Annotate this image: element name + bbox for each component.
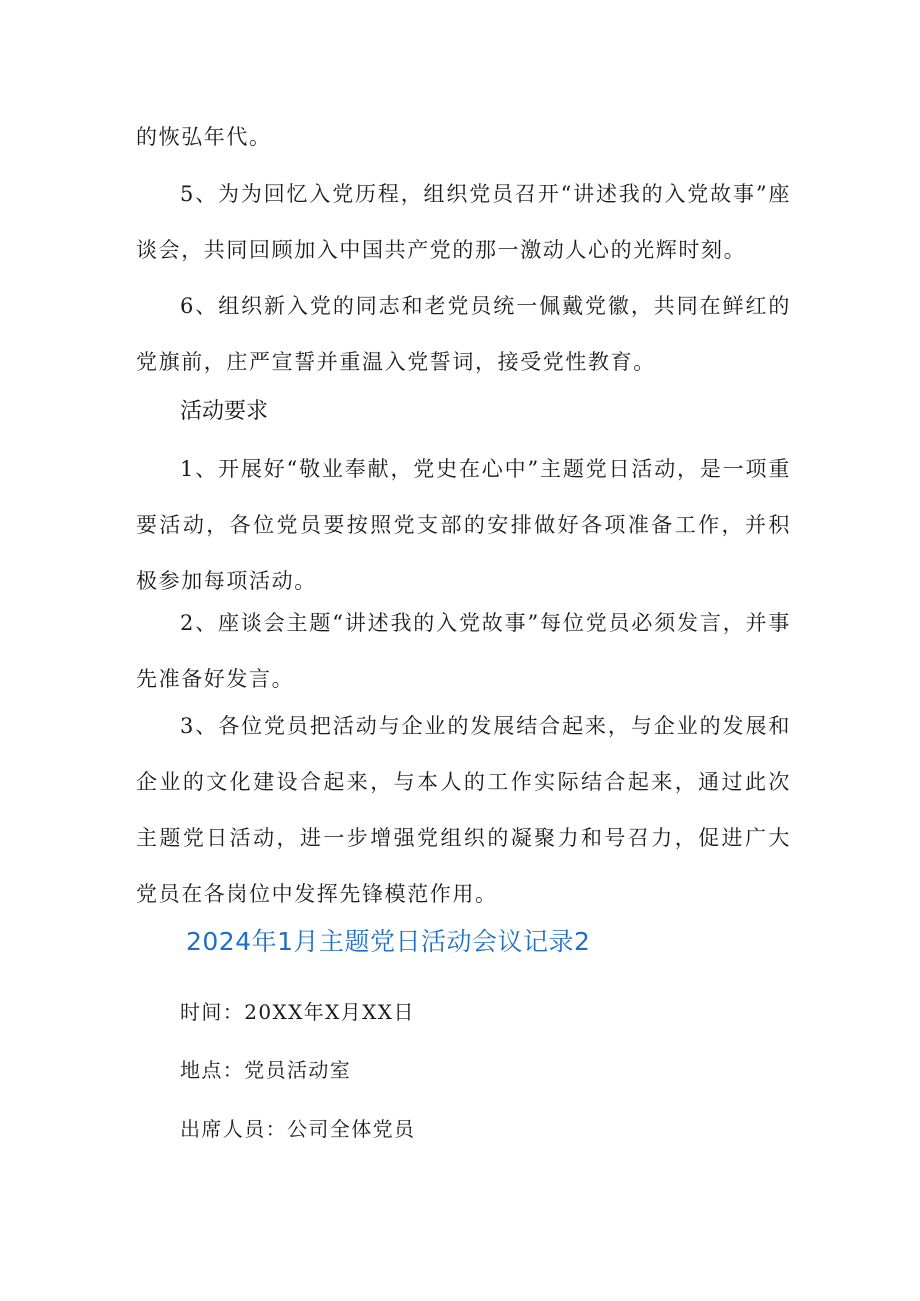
requirement-item-3: 3、各位党员把活动与企业的发展结合起来，与企业的发展和企业的文化建设合起来，与本人的工作实际结合起来，通过此次主题党日活动，进一步增强党组织的凝聚力和号召力，促进广大党员在各岗位中发挥先锋模范作用。 <box>136 714 791 906</box>
requirement-item-1: 1、开展好“敬业奉献，党史在心中”主题党日活动，是一项重要活动，各位党员要按照党支部的安排做好各项准备工作，并积极参加每项活动。 <box>136 457 791 593</box>
meta-attendees: 出席人员：公司全体党员 <box>180 1117 416 1141</box>
requirement-item-2: 2、座谈会主题“讲述我的入党故事”每位党员必须发言，并事先准备好发言。 <box>136 611 791 691</box>
meta-place: 地点：党员活动室 <box>180 1058 352 1082</box>
paragraph-item-5: 5、为为回忆入党历程，组织党员召开“讲述我的入党故事”座谈会，共同回顾加入中国共产党的那一激动人心的光辉时刻。 <box>136 182 791 262</box>
meta-time: 时间：20XX年X月XX日 <box>180 1000 415 1024</box>
paragraph-item-6: 6、组织新入党的同志和老党员统一佩戴党徽，共同在鲜红的党旗前，庄严宣誓并重温入党誓词，接受党性教育。 <box>136 294 791 374</box>
paragraph-continuation: 的恢弘年代。 <box>136 125 272 149</box>
record-title: 2024年1月主题党日活动会议记录2 <box>186 927 591 956</box>
section-heading: 活动要求 <box>180 399 269 424</box>
